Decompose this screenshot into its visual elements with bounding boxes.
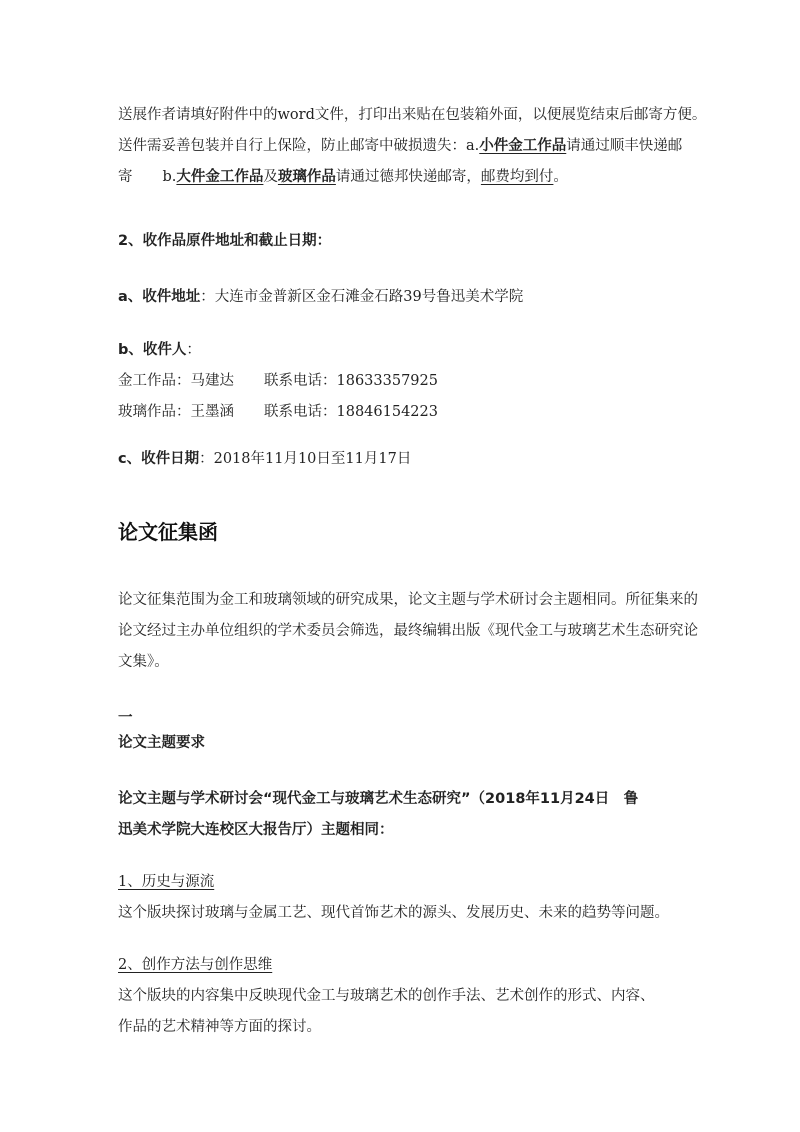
shipping-line-3-start: 寄 — [118, 169, 133, 185]
theme-intro — [118, 784, 693, 846]
shipping-line-1: 送展作者请填好附件中的word文件，打印出来贴在包装箱外面，以便展览结束后邮寄方便。 — [118, 107, 707, 123]
recipient-label: b、收件人 — [118, 342, 187, 358]
section-2-heading: 2、收作品原件地址和截止日期： — [118, 233, 332, 249]
shipping-line-3-end: 。 — [553, 169, 568, 185]
topic-2 — [118, 950, 693, 1043]
receiving-date-value: ：2018年11月10日至11月17日 — [199, 451, 412, 467]
glass-contact-phone: 联系电话：18846154223 — [264, 404, 438, 420]
postage-collect: 邮费均到付 — [480, 169, 554, 185]
metal-contact-name: 金工作品：马建达 — [118, 373, 234, 389]
theme-intro-line-1: 论文主题与学术研讨会“现代金工与玻璃艺术生态研究”（2018年11月24日 鲁 — [118, 791, 639, 807]
receiving-date-label: c、收件日期 — [118, 451, 200, 467]
call-paragraph-line-2: 论文经过主办单位组织的学术委员会筛选，最终编辑出版《现代金工与玻璃艺术生态研究论 — [118, 623, 698, 639]
recipient-block — [118, 335, 693, 428]
shipping-line-3-b: b. — [162, 169, 177, 185]
glass-works: 玻璃作品 — [277, 169, 336, 185]
topic-1-text: 这个版块探讨玻璃与金属工艺、现代首饰艺术的源头、发展历史、未来的趋势等问题。 — [118, 905, 669, 921]
theme-intro-line-2: 迅美术学院大连校区大报告厅）主题相同： — [118, 822, 394, 838]
glass-contact-name: 玻璃作品：王墨涵 — [118, 404, 234, 420]
address-value: ：大连市金普新区金石滩金石路39号鲁迅美术学院 — [200, 289, 524, 305]
shipping-line-2-sf: 请通过顺丰快递邮 — [566, 138, 683, 154]
shipping-line-3 — [118, 162, 693, 193]
theme-number: 一 — [118, 710, 133, 726]
recipient-row — [118, 335, 693, 366]
topic-1 — [118, 867, 693, 929]
shipping-line-3-deppon: 请通过德邦快递邮寄， — [335, 169, 481, 185]
call-paragraph-line-1: 论文征集范围为金工和玻璃领域的研究成果，论文主题与学术研讨会主题相同。所征集来的 — [118, 592, 698, 608]
metal-contact-row — [118, 366, 693, 397]
shipping-line-2 — [118, 131, 693, 162]
topic-2-text-line-2: 作品的艺术精神等方面的探讨。 — [118, 1019, 321, 1035]
shipping-instructions — [118, 100, 707, 193]
call-for-papers-title: 论文征集函 — [118, 520, 218, 544]
large-metal-works: 大件金工作品 — [176, 169, 264, 185]
small-metal-works: 小件金工作品 — [479, 138, 567, 154]
address-row — [118, 282, 693, 313]
topic-2-text-line-1: 这个版块的内容集中反映现代金工与玻璃艺术的创作手法、艺术创作的形式、内容、 — [118, 988, 655, 1004]
theme-heading-block — [118, 708, 693, 759]
metal-contact-phone: 联系电话：18633357925 — [264, 373, 438, 389]
call-for-papers-body — [118, 585, 698, 678]
shipping-line-3-and: 及 — [263, 169, 278, 185]
topic-2-title: 2、创作方法与创作思维 — [118, 957, 273, 973]
topic-1-title: 1、历史与源流 — [118, 874, 215, 890]
call-paragraph-line-3: 文集》。 — [118, 654, 169, 670]
shipping-line-2-text: 送件需妥善包装并自行上保险，防止邮寄中破损遗失：a. — [118, 138, 480, 154]
theme-heading: 论文主题要求 — [118, 735, 205, 751]
address-label: a、收件地址 — [118, 289, 201, 305]
receiving-date-row — [118, 444, 693, 475]
recipient-colon: ： — [186, 342, 201, 358]
glass-contact-row — [118, 397, 693, 428]
